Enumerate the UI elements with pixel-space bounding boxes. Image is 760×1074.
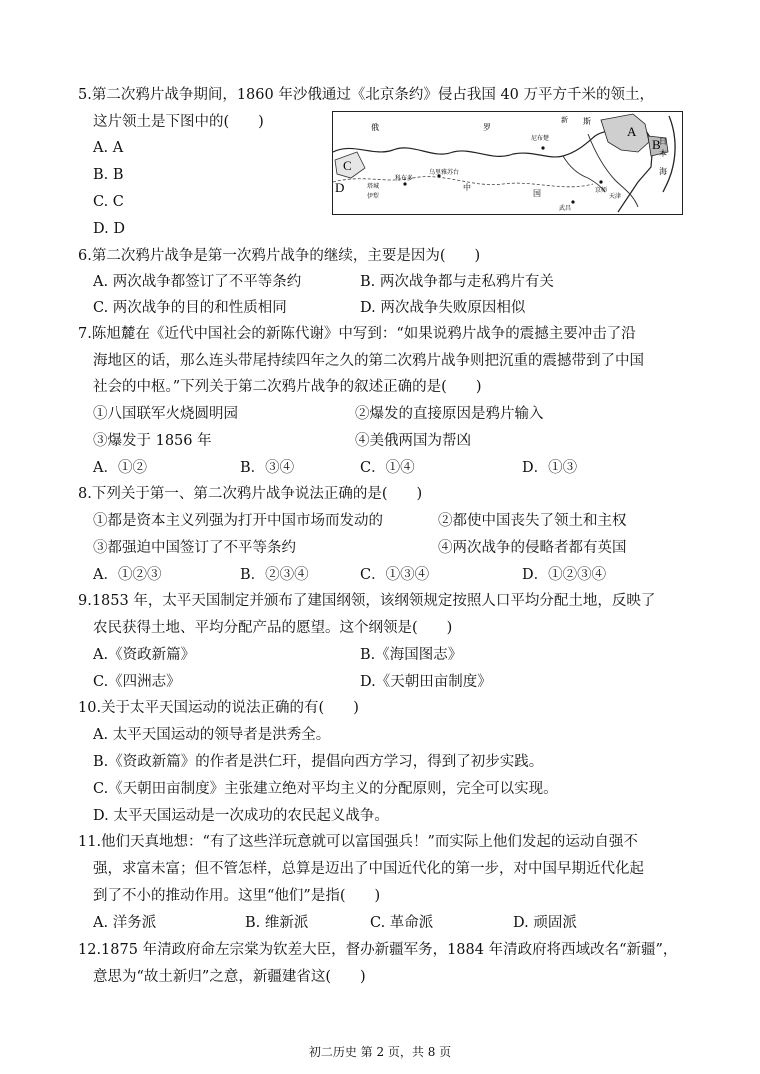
question-8-stem: 8.下列关于第一、第二次鸦片战争说法正确的是( ) <box>78 486 423 502</box>
page-footer: 初二历史 第 2 页，共 8 页 <box>308 1045 452 1059</box>
question-6-option-a[interactable]: A. 两次战争都签订了不平等条约 <box>93 274 302 290</box>
question-5-option-a[interactable]: A. A <box>93 140 124 156</box>
question-9-line-2: 农民获得土地、平均分配产品的愿望。这个纲领是( ) <box>93 620 453 636</box>
question-7-option-a[interactable]: A．①② <box>93 460 147 476</box>
question-11-line-2: 强，求富未富；但不管怎样，总算是迈出了中国近代化的第一步，对中国早期近代化起 <box>93 861 644 877</box>
map-label: 俄 <box>371 123 379 132</box>
question-10-option-b[interactable]: B.《资政新篇》的作者是洪仁玕，提倡向西方学习，得到了初步实践。 <box>93 754 544 770</box>
map-label: 乌里雅苏台 <box>429 169 460 176</box>
map-label: 海 <box>659 167 667 176</box>
map-label: 尼布楚 <box>531 135 550 142</box>
map-marker-d: D <box>335 180 345 195</box>
question-9-option-d[interactable]: D.《天朝田亩制度》 <box>360 674 492 690</box>
question-7-statement-3: ③爆发于 1856 年 <box>93 433 212 449</box>
question-8-option-b[interactable]: B．②③④ <box>240 567 309 583</box>
question-8-statement-3: ③都强迫中国签订了不平等条约 <box>93 540 296 556</box>
map-label: 京师 <box>595 187 608 194</box>
question-5-line-2: 这片领土是下图中的( ) <box>93 114 264 130</box>
question-8-statement-1: ①都是资本主义列强为打开中国市场而发动的 <box>93 513 383 529</box>
question-10-option-a[interactable]: A. 太平天国运动的领导者是洪秀全。 <box>93 727 331 743</box>
question-9-option-c[interactable]: C.《四洲志》 <box>93 674 181 690</box>
question-6-option-b[interactable]: B. 两次战争都与走私鸦片有关 <box>360 274 554 290</box>
map-label: 伊犁 <box>367 193 380 200</box>
question-12-line-1: 12.1875 年清政府命左宗棠为钦差大臣，督办新疆军务，1884 年清政府将西域改名“新疆”， <box>78 942 678 958</box>
city-dot <box>403 182 406 185</box>
question-7-option-c[interactable]: C．①④ <box>360 460 415 476</box>
map-label: 武昌 <box>559 205 572 212</box>
question-7-statement-1: ①八国联军火烧圆明园 <box>93 406 238 422</box>
question-9-option-b[interactable]: B.《海国图志》 <box>360 647 463 663</box>
map-label: 新 <box>561 116 568 124</box>
map-marker-b: B <box>652 137 661 152</box>
question-5-option-d[interactable]: D. D <box>93 221 125 237</box>
map-label: 科布多 <box>395 175 414 182</box>
question-7-line-3: 社会的中枢。”下列关于第二次鸦片战争的叙述正确的是( ) <box>93 379 482 395</box>
question-6-stem: 6.第二次鸦片战争是第一次鸦片战争的继续，主要是因为( ) <box>78 248 481 264</box>
question-7-line-2: 海地区的话，那么连头带尾持续四年之久的第二次鸦片战争则把沉重的震撼带到了中国 <box>93 353 644 369</box>
question-8-option-a[interactable]: A．①②③ <box>93 567 162 583</box>
question-10-option-c[interactable]: C.《天朝田亩制度》主张建立绝对平均主义的分配原则，完全可以实现。 <box>93 781 558 797</box>
question-7-option-d[interactable]: D．①③ <box>522 460 578 476</box>
question-8-option-c[interactable]: C．①③④ <box>360 567 430 583</box>
question-11-line-1: 11.他们天真地想：“有了这些洋玩意就可以富国强兵！”而实际上他们发起的运动自强不 <box>78 834 638 850</box>
city-dot <box>541 146 544 149</box>
question-7-statement-4: ④美俄两国为帮凶 <box>355 433 471 449</box>
question-8-option-d[interactable]: D．①②③④ <box>522 567 607 583</box>
city-dot <box>599 180 602 183</box>
map-label: 斯 <box>583 117 591 126</box>
question-10-option-d[interactable]: D. 太平天国运动是一次成功的农民起义战争。 <box>93 808 389 824</box>
historical-map-figure <box>332 111 683 215</box>
question-7-statement-2: ②爆发的直接原因是鸦片输入 <box>355 406 544 422</box>
question-11-option-d[interactable]: D. 顽固派 <box>513 915 577 931</box>
question-5-option-c[interactable]: C. C <box>93 194 124 210</box>
question-11-option-c[interactable]: C. 革命派 <box>370 915 434 931</box>
region-a-shading <box>601 114 649 152</box>
map-marker-a: A <box>627 124 637 139</box>
question-6-option-d[interactable]: D. 两次战争失败原因相似 <box>360 300 526 316</box>
question-11-line-3: 到了不小的推动作用。这里“他们”是指( ) <box>93 888 381 904</box>
question-7-option-b[interactable]: B．③④ <box>240 460 295 476</box>
map-label: 本 <box>659 149 667 158</box>
question-12-line-2: 意思为“故土新归”之意，新疆建省这( ) <box>93 969 366 985</box>
question-10-stem: 10.关于太平天国运动的说法正确的有( ) <box>78 700 359 716</box>
question-8-statement-2: ②都使中国丧失了领土和主权 <box>438 513 627 529</box>
question-5-line-1: 5.第二次鸦片战争期间，1860 年沙俄通过《北京条约》侵占我国 40 万平方千米的领土， <box>78 87 655 103</box>
question-5-option-b[interactable]: B. B <box>93 167 124 183</box>
question-9-line-1: 9.1853 年，太平天国制定并颁布了建国纲领，该纲领规定按照人口平均分配土地，反映了 <box>78 593 656 609</box>
map-label: 天津 <box>609 193 622 200</box>
map-label: 罗 <box>483 123 491 132</box>
city-dot <box>571 200 574 203</box>
map-label: 日 <box>659 137 667 146</box>
question-9-option-a[interactable]: A.《资政新篇》 <box>93 647 196 663</box>
question-6-option-c[interactable]: C. 两次战争的目的和性质相同 <box>93 300 287 316</box>
question-7-line-1: 7.陈旭麓在《近代中国社会的新陈代谢》中写到：“如果说鸦片战争的震撼主要冲击了沿 <box>78 326 636 342</box>
map-drawing <box>333 112 682 214</box>
map-label: 塔城 <box>367 183 380 190</box>
question-11-option-b[interactable]: B. 维新派 <box>245 915 309 931</box>
map-label: 国 <box>533 189 541 198</box>
map-label: 中 <box>463 183 471 192</box>
map-marker-c: C <box>343 158 352 173</box>
question-8-statement-4: ④两次战争的侵略者都有英国 <box>438 540 627 556</box>
question-11-option-a[interactable]: A. 洋务派 <box>93 915 157 931</box>
